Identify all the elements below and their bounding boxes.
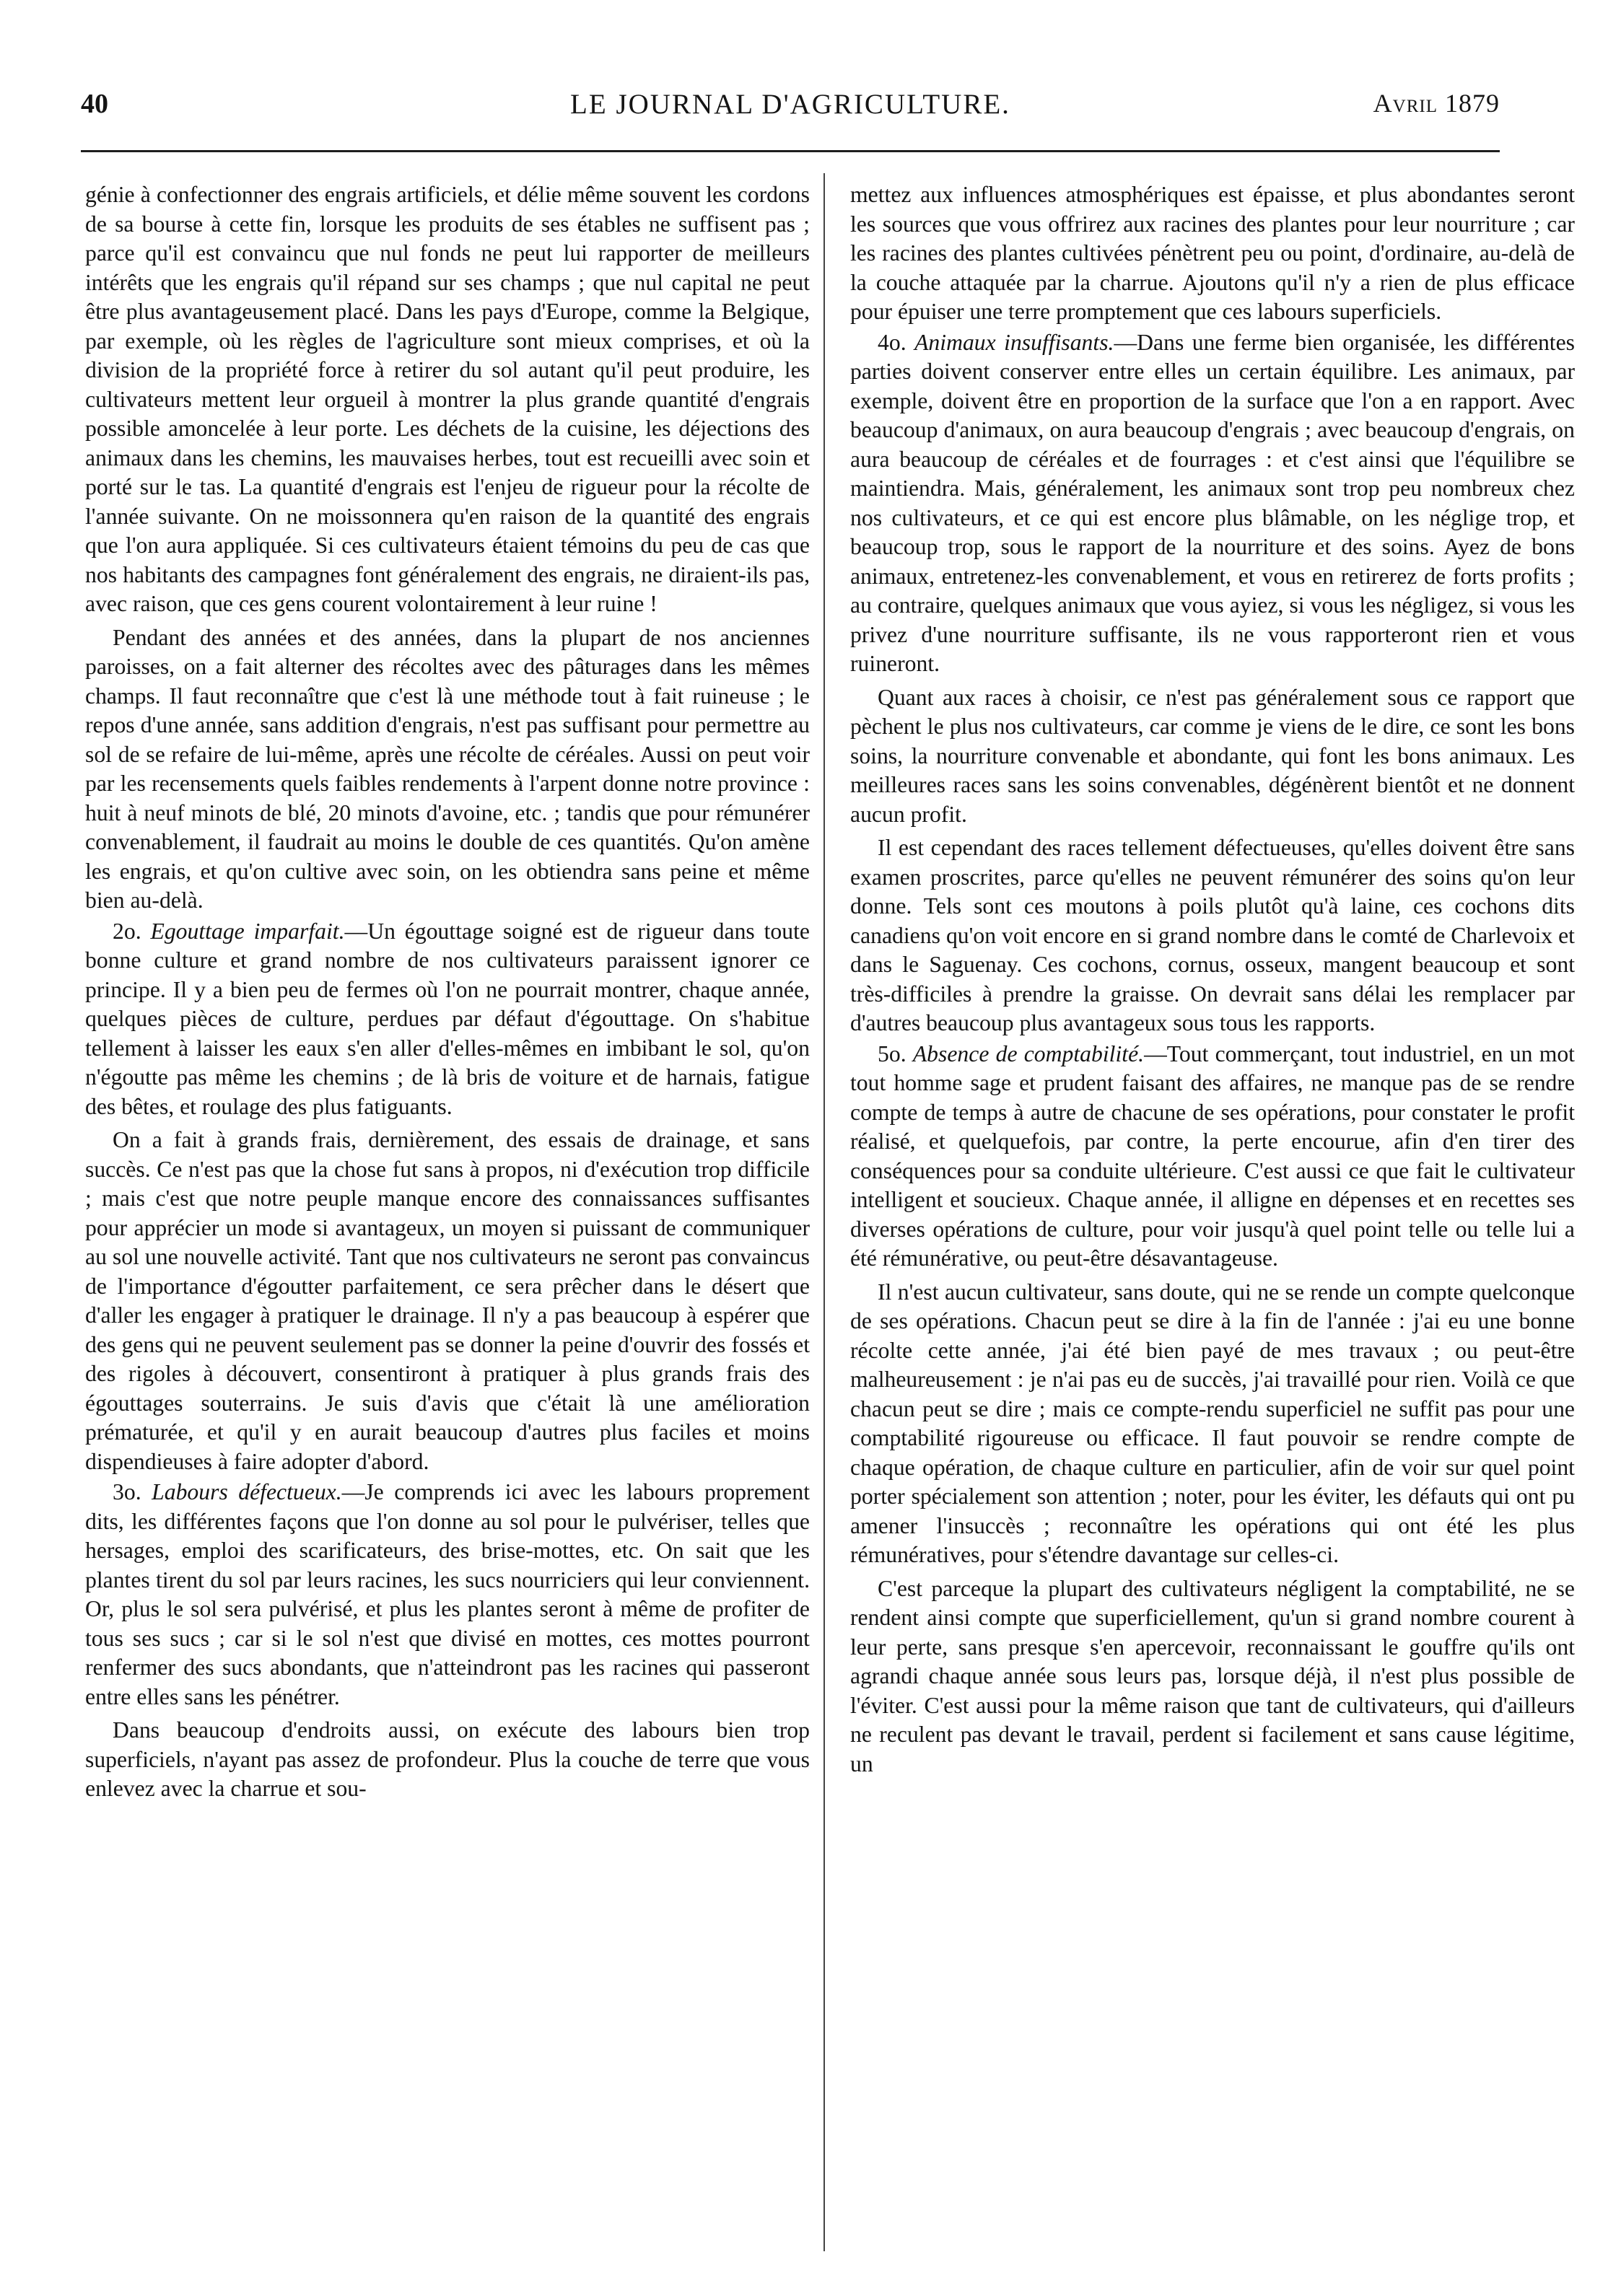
paragraph: mettez aux influences atmosphériques est épaisse, et plus abondantes seront les sources que vous offrirez aux racines des plantes pour leur nourriture ; car les racines des plantes cultivées pénètrent peu ou point, d'ordinaire, au-delà de la couche attaquée par la charrue. Ajoutons qu'il n'y a rien de plus efficace pour épuiser une terre promptement que ces labours superficiels. (850, 182, 1575, 324)
paragraph: Quant aux races à choisir, ce n'est pas généralement sous ce rapport que pèchent le plus nos cultivateurs, car comme je viens de le dire, ce sont les bons soins, la nourriture convenable et abondante, qui font les bons animaux. Les meilleures races sans les soins convenables, dégénèrent bientôt et ne donnent aucun profit. (850, 684, 1575, 827)
left-column (85, 180, 810, 1804)
section-title: Egouttage imparfait. (150, 918, 345, 944)
paragraph: Pendant des années et des années, dans la plupart de nos anciennes paroisses, on a fait alterner des récoltes avec des pâturages dans les mêmes champs. Il faut reconnaître que c'est là une méthode tout à fait ruineuse ; le repos d'une année, sans addition d'engrais, n'est pas suffisant pour permettre au sol de se refaire de lui-même, après une récolte de céréales. Aussi on peut voir par les recensements quels faibles rendements à l'arpent donne notre province : huit à neuf minots de blé, 20 minots d'avoine, etc. ; tandis que pour rémunérer convenablement, il faudrait au moins le double de ces quantités. Qu'on amène les engrais, et qu'on cultive avec soin, on les obtiendra sans peine et même bien au-delà. (85, 624, 810, 913)
section-number: 2o. (113, 918, 141, 944)
section-title: Animaux insuffisants. (914, 329, 1114, 355)
section-title: Labours défectueux. (152, 1479, 342, 1504)
section-paragraph (850, 328, 1575, 679)
issue-date: Avril 1879 (1373, 89, 1500, 118)
column-divider (823, 173, 825, 2251)
section-number: 5o. (878, 1040, 906, 1066)
paragraph: génie à confectionner des engrais artificiels, et délie même souvent les cordons de sa bourse à cette fin, lorsque les produits de ses étables ne suffisent pas ; parce qu'il est convaincu que nul fonds ne peut lui rapporter de meilleurs intérêts que les engrais qu'il répand sur ses champs ; que nul capital ne peut être plus avantageusement placé. Dans les pays d'Europe, comme la Belgique, par exemple, où les règles de l'agriculture sont mieux comprises, et où la division de la propriété force à retirer du sol autant qu'il peut produire, les cultivateurs mettent leur orgueil à montrer la plus grande quantité d'engrais possible amoncelée à leur porte. Les déchets de la cuisine, les déjections des animaux dans les chemins, les mauvaises herbes, tout est recueilli avec soin et porté sur le tas. La quantité d'engrais est l'enjeu de rigueur pour la récolte de l'année suivante. On ne moissonnera qu'en raison de la quantité des engrais que l'on aura appliquée. Si ces cultivateurs étaient témoins du peu de cas que nos habitants des campagnes font généralement des engrais, ne diraient-ils pas, avec raison, que ces gens courent volontairement à leur ruine ! (85, 182, 810, 616)
paragraph: C'est parceque la plupart des cultivateurs négligent la comptabilité, ne se rendent ainsi compte que superficiellement, qu'un si grand nombre courent à leur perte, sans presque s'en apercevoir, reconnaissant le gouffre qu'ils ont agrandi chaque année sous leurs pas, lorsque déjà, il n'est plus possible de l'éviter. C'est aussi pour la même raison que tant de cultivateurs, qui d'ailleurs ne reculent pas devant le travail, perdent si facilement et sans cause légitime, un (850, 1575, 1575, 1776)
section-title: Absence de comptabilité. (912, 1040, 1145, 1066)
header-rule (81, 150, 1500, 152)
section-text: —Je comprends ici avec les labours proprement dits, les différentes façons que l'on donne au sol pour le pulvériser, telles que hersages, emploi des scarificateurs, des brise-mottes, etc. On sait que les plantes tirent du sol par leurs racines, les sucs nourriciers qui leur conviennent. Or, plus le sol sera pulvérisé, et plus les plantes seront à même de profiter de tous ses sucs ; car si le sol n'est que divisé en mottes, ces mottes pourront renfermer des sucs abondants, que n'atteindront pas les racines qui passeront entre elles sans les pénétrer. (85, 1479, 810, 1709)
section-paragraph (85, 917, 810, 1122)
section-paragraph (850, 1040, 1575, 1274)
paragraph: Dans beaucoup d'endroits aussi, on exécute des labours bien trop superficiels, n'ayant pas assez de profondeur. Plus la couche de terre que vous enlevez avec la charrue et sou- (85, 1717, 810, 1801)
section-text: —Un égouttage soigné est de rigueur dans toute bonne culture et grand nombre de nos cultivateurs paraissent ignorer ce principe. Il y a bien peu de fermes où l'on ne pourrait montrer, chaque année, quelques pièces de culture, perdues par défaut d'égouttage. On s'habitue tellement à laisser les eaux s'en aller d'elles-mêmes en imbibant le sol, qu'on n'égoutte pas même les chemins ; de là bris de voiture et de harnais, fatigue des bêtes, et roulage des plus fatiguants. (85, 918, 810, 1119)
paragraph: On a fait à grands frais, dernièrement, des essais de drainage, et sans succès. Ce n'est pas que la chose fut sans à propos, ni d'exécution trop difficile ; mais c'est que notre peuple manque encore des connaissances suffisantes pour apprécier un mode si avantageux, un moyen si puissant de communiquer au sol une nouvelle activité. Tant que nos cultivateurs ne seront pas convaincus de l'importance d'égoutter parfaitement, ce sera prêcher dans le désert que d'aller les engager à pratiquer le drainage. Il n'y a pas beaucoup à espérer que des gens qui ne peuvent seulement pas se donner la peine d'ouvrir des fossés et des rigoles à découvert, consentiront à pratiquer à plus grands frais des égouttages souterrains. Je suis d'avis que c'était là une amélioration prématurée, et qu'il y en aurait beaucoup d'autres plus faciles et moins dispendieuses à faire adopter d'abord. (85, 1127, 810, 1474)
paragraph: Il n'est aucun cultivateur, sans doute, qui ne se rende un compte quelconque de ses opérations. Chacun peut se dire à la fin de l'année : j'ai eu une bonne récolte cette année, j'ai été bien payé de mes travaux ; ou peut-être malheureusement : je n'ai pas eu de succès, j'ai travaillé pour rien. Voilà ce que chacun peut se dire ; mais ce compte-rendu superficiel ne suffit pas pour une comptabilité rigoureuse ou efficace. Il faut pouvoir se rendre compte de chaque opération, de chaque culture en particulier, afin de voir sur quel point porter spécialement son attention ; noter, pour les éviter, les défauts qui ont pu amener l'insuccès ; reconnaître les opérations qui ont été les plus rémunératives, pour s'étendre davantage sur celles-ci. (850, 1279, 1575, 1567)
section-number: 3o. (113, 1479, 141, 1504)
section-paragraph (85, 1478, 810, 1712)
page-header (81, 88, 1500, 130)
journal-title: LE JOURNAL D'AGRICULTURE. (570, 89, 1010, 120)
section-number: 4o. (878, 329, 906, 355)
paragraph: Il est cependant des races tellement défectueuses, qu'elles doivent être sans examen proscrites, parce qu'elles ne peuvent rémunérer des soins qu'on leur donne. Tels sont ces moutons à poils plutôt qu'à laine, ces cochons dits canadiens qu'on voit encore en si grand nombre dans le comté de Charlevoix et dans le Saguenay. Ces cochons, cornus, osseux, mangent beaucoup et sont très-difficiles à prendre la graisse. On devrait sans délai les remplacer par d'autres beaucoup plus avantageux sous tous les rapports. (850, 835, 1575, 1035)
section-text: —Tout commerçant, tout industriel, en un mot tout homme sage et prudent faisant des affaires, ne manque pas de se rendre compte de temps à autre de chacune de ses opérations, pour constater le profit réalisé, et quelquefois, par contre, la perte encourue, afin d'en tirer des conséquences pour sa conduite ultérieure. C'est aussi ce que fait le cultivateur intelligent et soucieux. Chaque année, il alligne en dépenses et en recettes ses diverses opérations de culture, pour voir jusqu'à quel point telle ou telle lui a été rémunérative, ou peut-être désavantageuse. (850, 1040, 1575, 1271)
section-text: —Dans une ferme bien organisée, les différentes parties doivent conserver entre elles un certain équilibre. Les animaux, par exemple, doivent être en proportion de la surface que l'on a en rapport. Avec beaucoup d'animaux, on aura beaucoup d'engrais ; avec beaucoup d'engrais, on aura beaucoup de céréales et de fourrages : et c'est ainsi que l'équilibre se maintiendra. Mais, généralement, les animaux sont trop peu nombreux chez nos cultivateurs, et ce qui est encore plus blâmable, on les néglige trop, et beaucoup trop, sous le rapport de la nourriture et des soins. Ayez de bons animaux, entretenez-les convenablement, et vous en retirerez de forts profits ; au contraire, quelques animaux que vous ayiez, si vous les négligez, si vous les privez d'une nourriture suffisante, ils ne vous rapporteront rien et vous ruineront. (850, 329, 1576, 676)
right-column (850, 180, 1575, 1779)
page-number: 40 (81, 89, 108, 119)
